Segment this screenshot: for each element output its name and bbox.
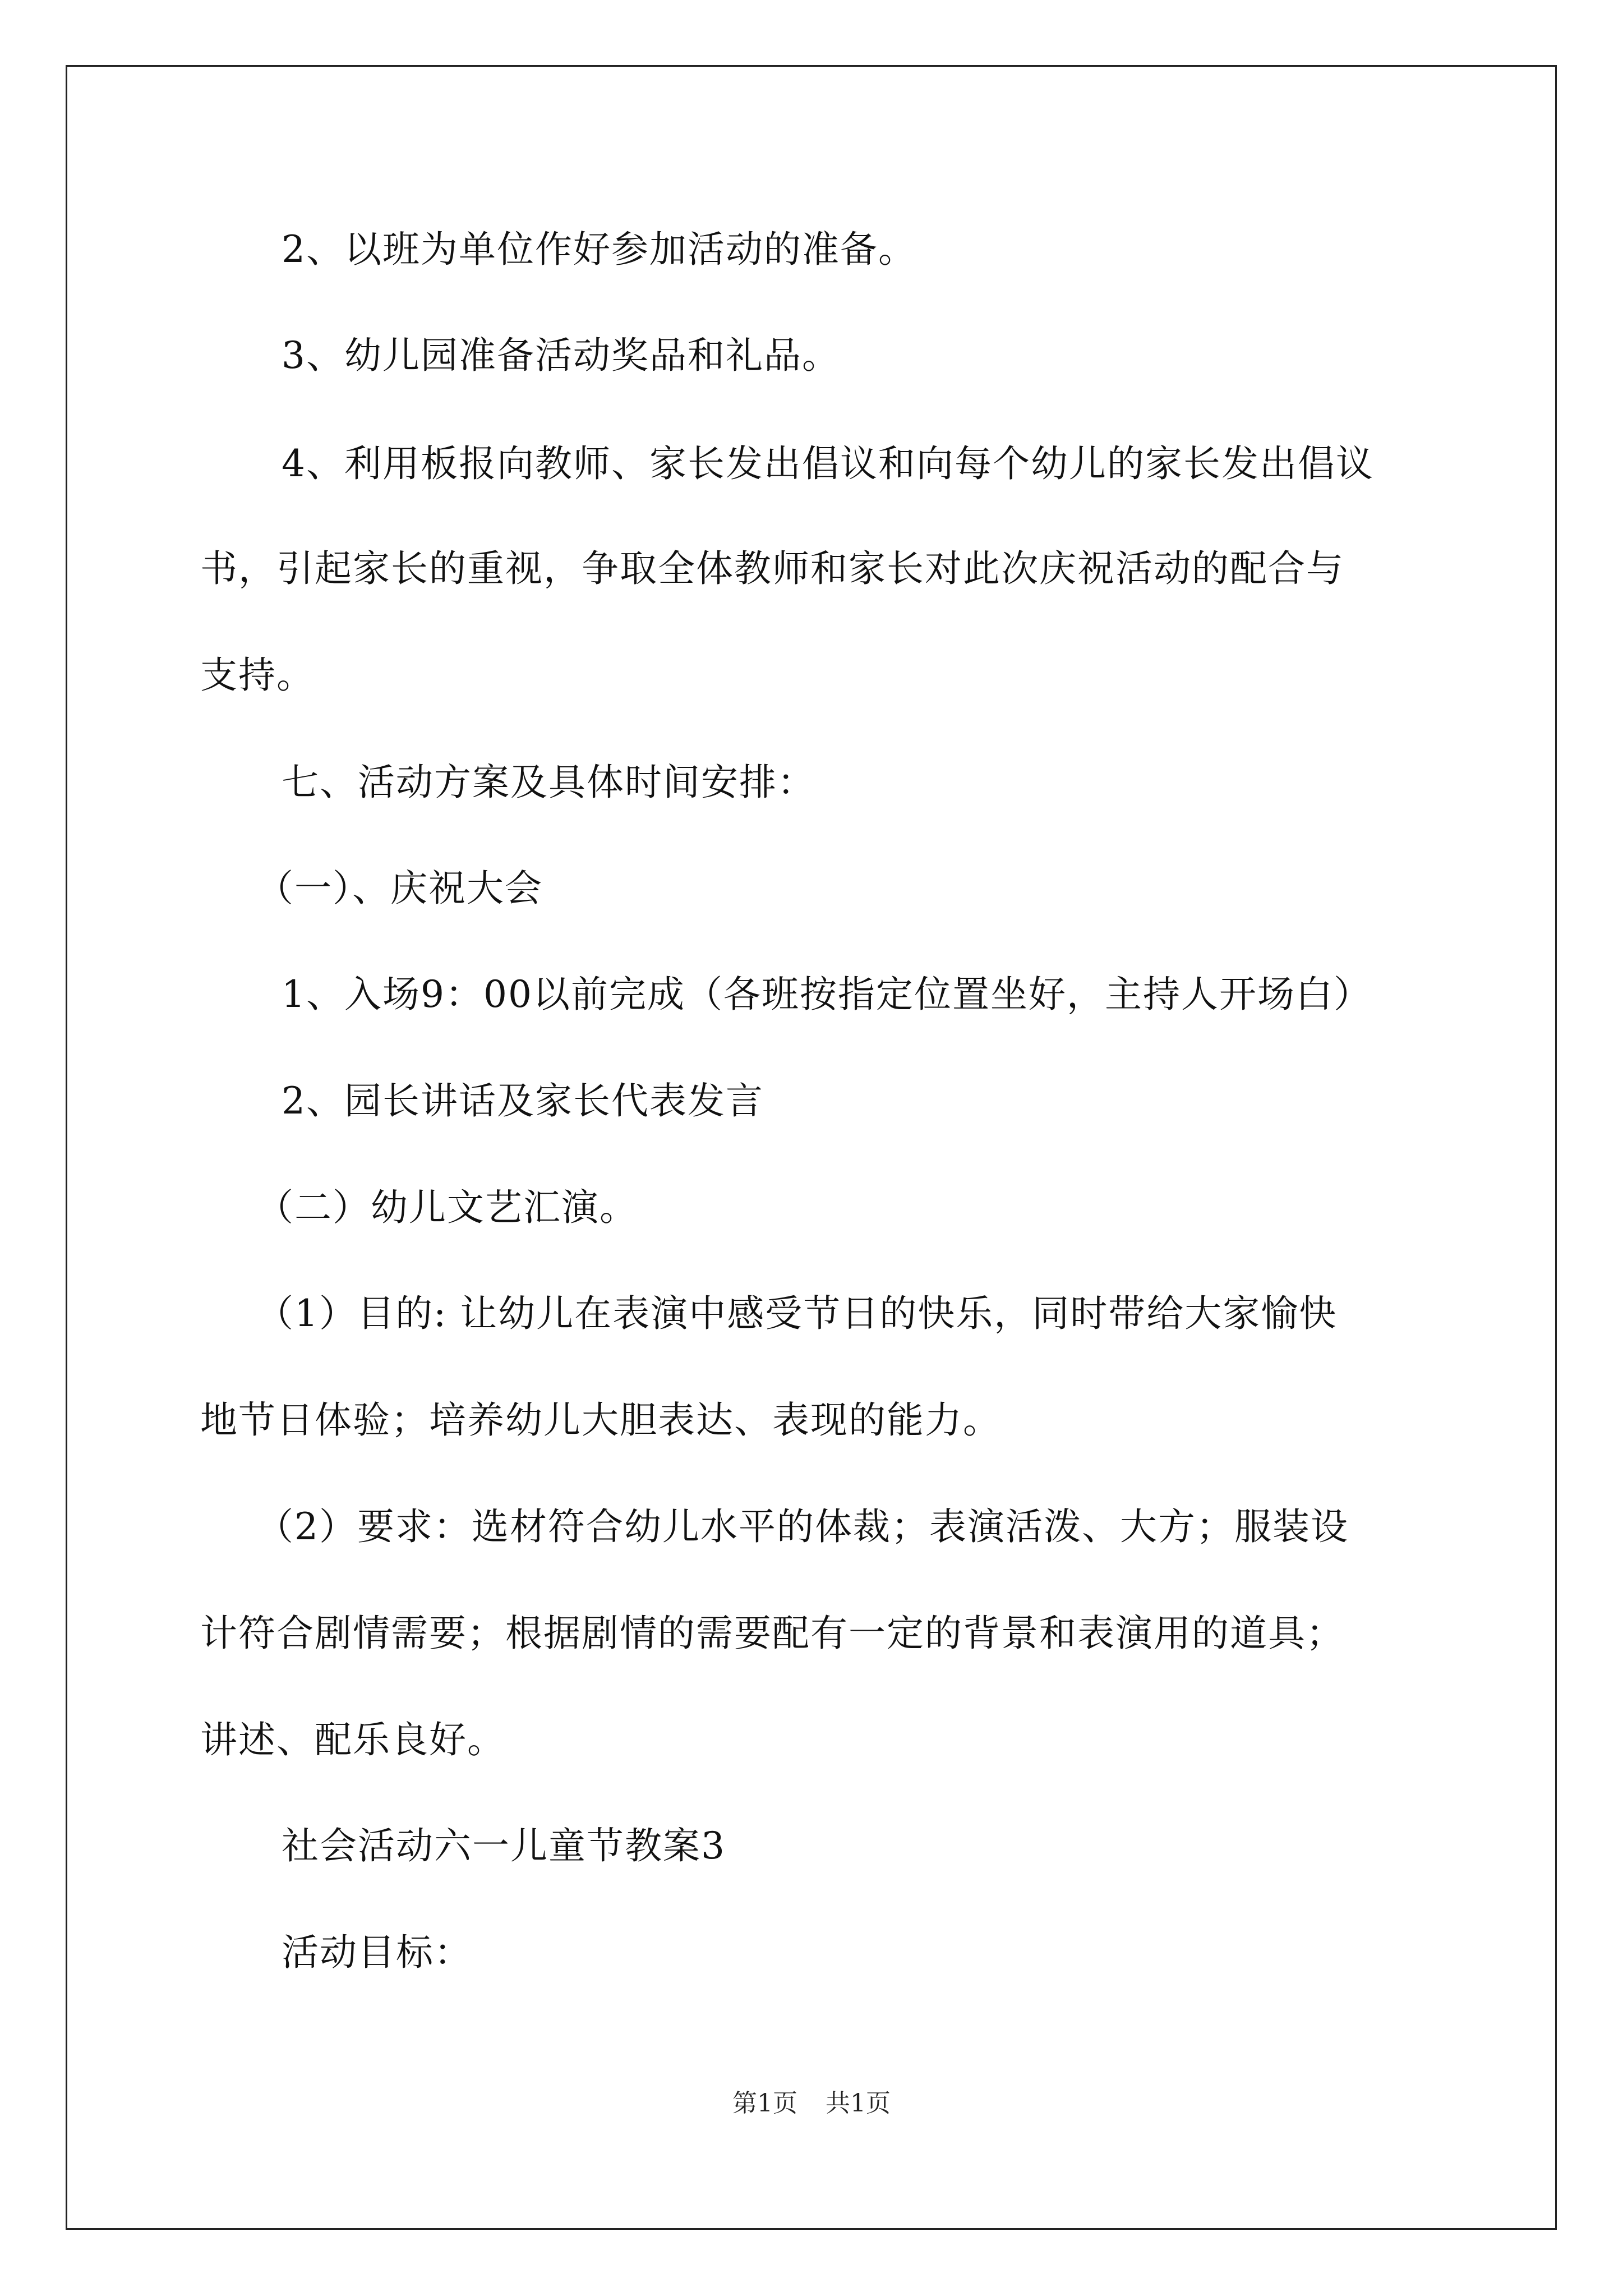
paragraph-line: 地节日体验；培养幼儿大胆表达、表现的能力。 [200, 1398, 1001, 1442]
paragraph-line: 书，引起家长的重视，争取全体教师和家长对此次庆祝活动的配合与 [200, 547, 1344, 590]
page-border [66, 65, 1557, 2230]
subsection-heading: （二）幼儿文艺汇演。 [256, 1186, 638, 1229]
paragraph-line: 2、园长讲话及家长代表发言 [282, 1079, 764, 1122]
subsection-heading: （一）、庆祝大会 [256, 867, 543, 910]
paragraph-line: 4、利用板报向教师、家长发出倡议和向每个幼儿的家长发出倡议 [282, 442, 1374, 485]
paragraph-line: 活动目标： [282, 1931, 472, 1974]
section-title: 社会活动六一儿童节教案3 [282, 1824, 726, 1867]
paragraph-line: 2、以班为单位作好参加活动的准备。 [282, 228, 916, 271]
page-number: 第1页 [732, 2089, 797, 2118]
paragraph-line: 3、幼儿园准备活动奖品和礼品。 [282, 334, 840, 377]
paragraph-line: （2）要求：选材符合幼儿水平的体裁；表演活泼、大方；服装设 [256, 1505, 1349, 1548]
page-footer [0, 2088, 1623, 2119]
paragraph-line: 支持。 [200, 654, 315, 697]
section-heading: 七、活动方案及具体时间安排： [282, 761, 815, 804]
paragraph-line: 讲述、配乐良好。 [200, 1718, 505, 1761]
paragraph-line: 计符合剧情需要；根据剧情的需要配有一定的背景和表演用的道具； [200, 1612, 1344, 1655]
paragraph-line: （1）目的: 让幼儿在表演中感受节日的快乐，同时带给大家愉快 [256, 1292, 1338, 1335]
page-total: 共1页 [826, 2089, 891, 2118]
paragraph-line: 1、入场9：00以前完成（各班按指定位置坐好，主持人开场白） [282, 973, 1372, 1016]
